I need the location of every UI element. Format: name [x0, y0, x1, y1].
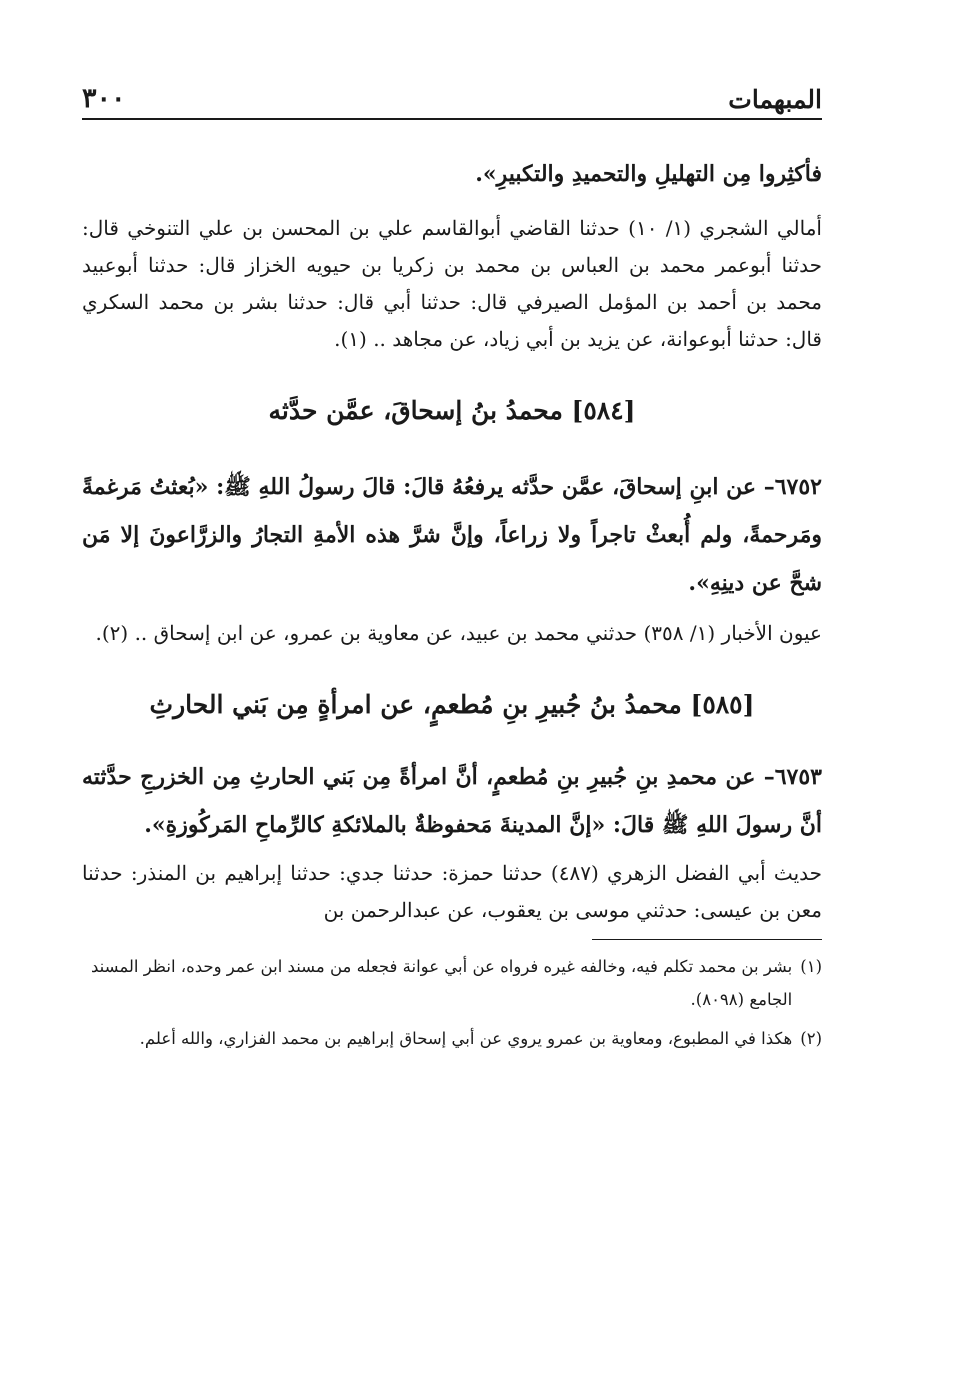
- hadith-6753: ٦٧٥٣– عن محمدِ بنِ جُبيرِ بنِ مُطعمٍ، أنَّ امرأةً مِن بَني الحارثِ مِن الخزرجِ حدَّثته أنَّ رسولَ اللهِ ﷺ قالَ: «إنَّ المدينةَ مَحفوظةٌ بالملائكةِ كالرِّماحِ المَركُوزةِ».: [82, 764, 822, 838]
- running-title: المبهمات: [728, 85, 822, 114]
- footnote-2: [82, 1022, 822, 1055]
- footnote-text: هكذا في المطبوع، ومعاوية بن عمرو يروي عن أبي إسحاق إبراهيم بن محمد الفزاري، والله أعلم.: [139, 1029, 793, 1048]
- book-page: [82, 70, 822, 1055]
- page-number: ٣٠٠: [82, 83, 126, 114]
- hadith-6752: ٦٧٥٢– عن ابنِ إسحاقَ، عمَّن حدَّثه يرفعُهُ قالَ: قالَ رسولُ اللهِ ﷺ: «بُعثتُ مَرغمةً ومَرحمةً، ولم أُبعثْ تاجراً ولا زراعاً، وإنَّ شرَّ هذه الأمةِ التجارُ والزرَّاعونَ إلا مَن شحَّ عن دينِهِ».: [82, 474, 822, 596]
- footnote-text: بشر بن محمد تكلم فيه، وخالفه غيره فرواه عن أبي عوانة فجعله من مسند ابن عمر وحده، انظر المسند الجامع (٨٠٩٨).: [90, 957, 793, 1009]
- source-citation-3: حديث أبي الفضل الزهري (٤٨٧) حدثنا حمزة: حدثنا جدي: حدثنا إبراهيم بن المنذر: حدثنا معن بن عيسى: حدثني موسى بن يعقوب، عن عبدالرحمن بن: [82, 861, 822, 922]
- footnote-1: [82, 950, 822, 1016]
- page-header: [82, 70, 822, 120]
- footnote-number: (٢): [800, 1029, 822, 1048]
- hadith-continuation: فأكثِروا مِن التهليلِ والتحميدِ والتكبيرِ».: [475, 161, 822, 187]
- footnote-separator: [592, 939, 822, 940]
- source-citation-2: عيون الأخبار (١/ ٣٥٨) حدثني محمد بن عبيد، عن معاوية بن عمرو، عن ابن إسحاق .. (٢).: [95, 621, 822, 645]
- section-heading-584: [٥٨٤] محمدُ بنُ إسحاقَ، عمَّن حدَّثه: [268, 396, 636, 425]
- section-heading-585: [٥٨٥] محمدُ بنُ جُبيرِ بنِ مُطعمٍ، عن امرأةٍ مِن بَني الحارثِ: [149, 690, 755, 719]
- footnote-number: (١): [800, 957, 822, 976]
- source-citation-1: أمالي الشجري (١/ ١٠) حدثنا القاضي أبوالقاسم علي بن المحسن بن علي التنوخي قال: حدثنا أبوعمر محمد بن العباس بن محمد بن زكريا بن حيويه الخزاز قال: حدثنا أبوعبيد محمد بن أحمد بن المؤمل الصيرفي قال: حدثنا أبي قال: حدثنا بشر بن محمد السكري قال: حدثنا أبوعوانة، عن يزيد بن أبي زياد، عن مجاهد .. (١).: [82, 216, 822, 351]
